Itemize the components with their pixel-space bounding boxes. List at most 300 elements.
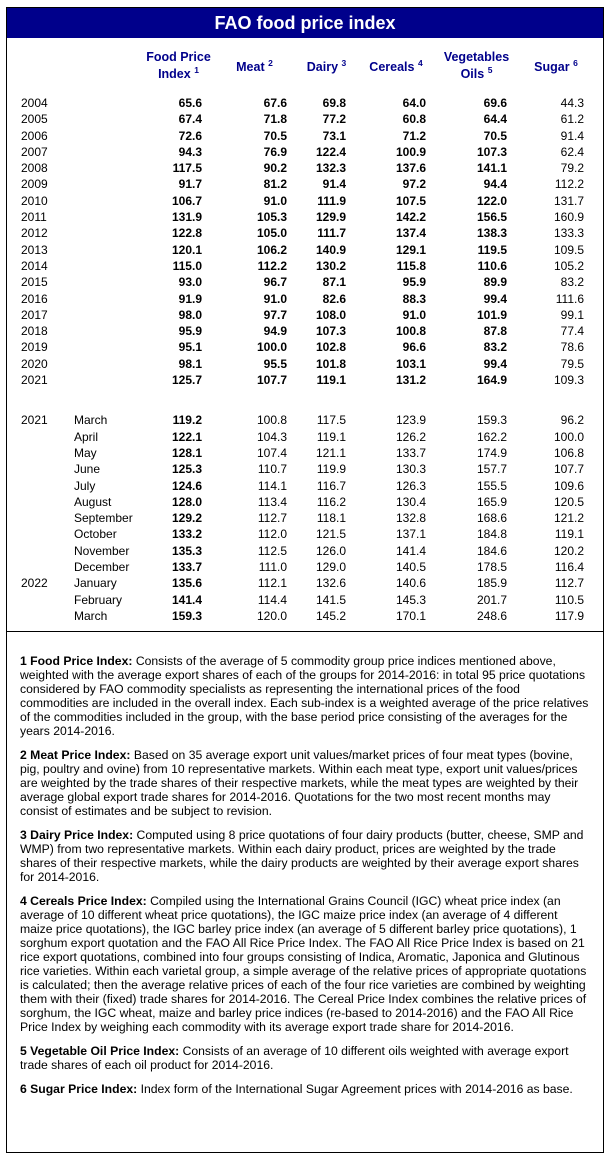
fpi-value: 129.2 (171, 511, 202, 526)
cereals-value: 131.2 (395, 373, 426, 388)
sugar-value: 44.3 (560, 96, 584, 110)
cereals-value: 132.8 (395, 511, 426, 526)
sugar-value: 120.5 (553, 494, 584, 509)
table-row (7, 526, 603, 542)
month-cell (67, 258, 145, 274)
dairy-value: 116.7 (316, 478, 346, 493)
meat-value: 70.5 (263, 128, 287, 143)
meat-value: 104.3 (256, 429, 287, 444)
cereals-value: 95.9 (402, 275, 426, 290)
column-header-sugar: Sugar $^6$ (534, 57, 578, 74)
fpi-value: 128.1 (171, 445, 202, 460)
cereals-value: 130.4 (395, 494, 426, 509)
cereals-value: 140.6 (395, 576, 426, 591)
vegetable-oils-value: 248.6 (476, 608, 507, 623)
sugar-value: 120.2 (553, 543, 584, 558)
vegetable-oils-value: 69.6 (483, 96, 507, 110)
table-row (7, 356, 603, 372)
meat-value: 111.0 (258, 560, 287, 575)
year-cell: 2013 (21, 242, 48, 257)
year-cell: 2017 (21, 307, 48, 322)
cereals-value: 137.6 (395, 161, 426, 176)
year-cell: 2022 (21, 576, 48, 591)
table-row (7, 307, 603, 323)
dairy-value: 111.9 (317, 193, 346, 208)
cereals-value: 126.2 (395, 429, 426, 444)
meat-value: 114.4 (257, 592, 287, 607)
dairy-value: 121.5 (315, 527, 346, 542)
meat-value: 96.7 (263, 275, 287, 290)
cereals-value: 133.7 (395, 445, 426, 460)
meat-value: 105.0 (256, 226, 287, 241)
meat-value: 110.7 (257, 462, 287, 477)
cereals-value: 107.5 (395, 193, 426, 208)
sugar-value: 91.4 (560, 128, 584, 143)
cereals-value: 97.2 (402, 177, 426, 192)
table-row (7, 429, 603, 445)
dairy-value: 77.2 (322, 112, 346, 127)
year-cell: 2004 (21, 96, 48, 110)
cereals-value: 170.1 (395, 608, 426, 623)
column-header-cereals: Cereals $^4$ (369, 57, 423, 74)
cereals-value: 96.6 (402, 340, 426, 355)
fpi-value: 119.2 (172, 413, 202, 428)
year-cell (7, 445, 67, 461)
month-cell: October (74, 527, 117, 542)
meat-value: 67.6 (263, 96, 287, 110)
sugar-value: 116.4 (554, 560, 584, 575)
sugar-value: 100.0 (553, 429, 584, 444)
column-header-dairy: Dairy $^3$ (306, 57, 347, 74)
month-cell (67, 323, 145, 339)
month-cell (67, 111, 145, 127)
fpi-value: 94.3 (178, 144, 202, 159)
table-row (7, 258, 603, 274)
month-cell (67, 242, 145, 258)
dairy-value: 101.8 (315, 356, 346, 371)
meat-value: 107.7 (256, 373, 287, 388)
dairy-value: 140.9 (315, 242, 346, 257)
fpi-value: 93.0 (178, 275, 202, 290)
table-row (7, 193, 603, 209)
footnote-vegetable-oil: 5 Vegetable Oil Price Index: Consists of an average of 10 different oils weighted with average export trade shares of each oil product for 2014-2016. (20, 1044, 569, 1073)
table-row (7, 575, 603, 591)
vegetable-oils-value: 201.7 (476, 592, 507, 607)
month-cell: January (74, 576, 117, 591)
vegetable-oils-value: 159.3 (476, 413, 507, 428)
table-row (7, 592, 603, 608)
fpi-value: 122.8 (171, 226, 202, 241)
fpi-value: 95.9 (178, 324, 202, 339)
sugar-value: 107.7 (553, 462, 584, 477)
month-cell: March (74, 413, 108, 428)
fpi-value: 135.6 (171, 576, 202, 591)
meat-value: 81.2 (263, 177, 287, 192)
cereals-value: 64.0 (402, 96, 426, 110)
cereals-value: 60.8 (402, 112, 426, 127)
dairy-value: 107.3 (315, 324, 346, 339)
pre-separator-gap (7, 624, 603, 631)
month-cell: April (74, 429, 99, 444)
fpi-value: 98.1 (178, 356, 202, 371)
meat-value: 113.4 (257, 494, 287, 509)
meat-value: 91.0 (263, 291, 287, 306)
cereals-value: 103.1 (395, 356, 426, 371)
sugar-value: 160.9 (553, 210, 584, 225)
table-row (7, 543, 603, 559)
table-row (7, 111, 603, 127)
year-cell: 2018 (21, 324, 48, 339)
sugar-value: 117.9 (554, 608, 584, 623)
year-cell: 2006 (21, 128, 48, 143)
fpi-value: 125.7 (171, 373, 202, 388)
fpi-value: 133.7 (171, 560, 202, 575)
vegetable-oils-value: 101.9 (476, 307, 507, 322)
meat-value: 95.5 (263, 356, 287, 371)
vegetable-oils-value: 70.5 (483, 128, 507, 143)
vegetable-oils-value: 156.5 (476, 210, 507, 225)
month-cell: August (74, 494, 112, 509)
vegetable-oils-value: 162.2 (476, 429, 507, 444)
sugar-value: 109.5 (553, 242, 584, 257)
dairy-value: 129.9 (315, 210, 346, 225)
cereals-value: 142.2 (395, 210, 426, 225)
month-cell (67, 160, 145, 176)
vegetable-oils-value: 64.4 (483, 112, 507, 127)
dairy-value: 119.1 (316, 429, 346, 444)
month-cell: July (74, 478, 96, 493)
cereals-value: 145.3 (395, 592, 426, 607)
table-row (7, 323, 603, 339)
month-cell (67, 95, 145, 111)
dairy-value: 116.2 (316, 494, 346, 509)
vegetable-oils-value: 185.9 (476, 576, 507, 591)
vegetable-oils-value: 107.3 (476, 144, 507, 159)
footnote-cereals: 4 Cereals Price Index: Compiled using the International Grains Council (IGC) wheat price index (an average of 10 different wheat price quotations), the IGC maize price index (an average of 4 different maize price quotations), the IGC barley price index (an average of 5 different barley price quotations), 1 sorghum export quotation and the FAO All Rice Price Index. The FAO All Rice Price Index is based on 21 rice export quotations, combined into four groups consisting of Indica, Aromatic, Japonica and Glutinous rice varieties. Within each varietal group, a simple average of the relative prices of appropriate quotations is calculated; then the average relative prices of each of the four rice varieties are combined by weighting them with their (fixed) trade shares for 2014-2016. The Cereal Price Index combines the relative prices of sorghum, the IGC wheat, maize and barley price indices (re-based to 2014-2016) and the FAO All Rice Price Index by weighing each commodity with its average export trade share for 2014-2016. (20, 894, 587, 1035)
meat-value: 112.2 (257, 258, 287, 273)
year-cell (7, 494, 67, 510)
column-header-vegetable-oils: Vegetables Oils $^5$ (443, 50, 510, 82)
cereals-value: 100.9 (395, 144, 426, 159)
sugar-value: 105.2 (553, 258, 584, 273)
table-row (7, 225, 603, 241)
month-cell (67, 339, 145, 355)
fpi-value: 120.1 (171, 242, 202, 257)
vegetable-oils-value: 178.5 (476, 560, 507, 575)
cereals-value: 100.8 (395, 324, 426, 339)
table-row (7, 144, 603, 160)
year-cell (7, 543, 67, 559)
meat-value: 120.0 (256, 608, 287, 623)
meat-value: 91.0 (263, 193, 287, 208)
fpi-value: 95.1 (178, 340, 202, 355)
dairy-value: 69.8 (322, 96, 346, 110)
footnote-meat: 2 Meat Price Index: Based on 35 average export unit values/market prices of four meat types (bovine, pig, poultry and ovine) from 10 representative markets. Within each meat type, export unit values/prices are weighted by the trade shares of their respective markets, while the meat types are weighted by their average global export trade shares for 2014-2016. Quotations for the two most recent months may consist of estimates and be subject to revision. (20, 748, 579, 819)
year-cell: 2020 (21, 356, 48, 371)
vegetable-oils-value: 157.7 (476, 462, 507, 477)
month-cell (67, 356, 145, 372)
fpi-value: 72.6 (178, 128, 202, 143)
vegetable-oils-value: 141.1 (476, 161, 507, 176)
year-cell: 2005 (21, 112, 48, 127)
sugar-value: 119.1 (554, 527, 584, 542)
sugar-value: 133.3 (553, 226, 584, 241)
fpi-value: 91.7 (178, 177, 202, 192)
vegetable-oils-value: 87.8 (483, 324, 507, 339)
meat-value: 112.5 (257, 543, 287, 558)
month-cell: December (74, 560, 130, 575)
vegetable-oils-value: 174.9 (476, 445, 507, 460)
vegetable-oils-value: 94.4 (483, 177, 507, 192)
cereals-value: 129.1 (395, 242, 426, 257)
title-bar (7, 8, 603, 38)
footnote-dairy: 3 Dairy Price Index: Computed using 8 price quotations of four dairy products (butter, cheese, SMP and WMP) from two representative markets. Within each dairy product, prices are weighted by the trade shares of their respective markets, while the dairy products are weighted by their average export shares for 2014-2016. (20, 828, 584, 885)
sugar-value: 112.2 (554, 177, 584, 192)
vegetable-oils-value: 184.8 (476, 527, 507, 542)
cereals-value: 141.4 (395, 543, 426, 558)
fpi-value: 128.0 (171, 494, 202, 509)
table-frame (6, 7, 604, 1153)
fpi-value: 122.1 (171, 429, 202, 444)
cereals-value: 71.2 (402, 128, 426, 143)
year-cell: 2014 (21, 258, 48, 273)
meat-value: 71.8 (263, 112, 287, 127)
table-row (7, 242, 603, 258)
meat-value: 112.0 (257, 527, 287, 542)
vegetable-oils-value: 138.3 (476, 226, 507, 241)
fpi-value: 98.0 (178, 307, 202, 322)
sugar-value: 96.2 (560, 413, 584, 428)
table-row (7, 372, 603, 388)
dairy-value: 118.1 (316, 511, 346, 526)
dairy-value: 102.8 (315, 340, 346, 355)
year-cell (7, 608, 67, 624)
year-cell: 2015 (21, 275, 48, 290)
cereals-value: 88.3 (402, 291, 426, 306)
year-cell: 2009 (21, 177, 48, 192)
fpi-value: 91.9 (178, 291, 202, 306)
year-cell (7, 559, 67, 575)
cereals-value: 115.8 (396, 258, 426, 273)
dairy-value: 129.0 (315, 560, 346, 575)
year-cell (7, 478, 67, 494)
sugar-value: 62.4 (560, 144, 584, 159)
meat-value: 100.8 (256, 413, 287, 428)
year-cell: 2012 (21, 226, 48, 241)
cereals-value: 91.0 (402, 307, 426, 322)
year-cell: 2021 (21, 373, 48, 388)
year-cell: 2007 (21, 144, 48, 159)
year-cell (7, 526, 67, 542)
month-cell: June (74, 462, 101, 477)
table-row (7, 274, 603, 290)
month-cell (67, 274, 145, 290)
month-cell (67, 291, 145, 307)
fpi-value: 133.2 (171, 527, 202, 542)
year-cell: 2019 (21, 340, 48, 355)
year-cell: 2008 (21, 161, 48, 176)
meat-value: 94.9 (263, 324, 287, 339)
section-gap (7, 388, 603, 412)
table-row (7, 339, 603, 355)
year-cell (7, 510, 67, 526)
fpi-value: 117.5 (172, 161, 202, 176)
month-cell (67, 225, 145, 241)
table-row (7, 209, 603, 225)
dairy-value: 145.2 (315, 608, 346, 623)
year-cell: 2011 (21, 210, 47, 225)
sugar-value: 131.7 (553, 193, 584, 208)
sugar-value: 99.1 (560, 307, 584, 322)
cereals-value: 123.9 (395, 413, 426, 428)
cereals-value: 137.1 (395, 527, 426, 542)
meat-value: 106.2 (256, 242, 287, 257)
year-cell: 2010 (21, 193, 48, 208)
fpi-value: 131.9 (171, 210, 202, 225)
dairy-value: 141.5 (315, 592, 346, 607)
fpi-value: 67.4 (178, 112, 202, 127)
cereals-value: 140.5 (395, 560, 426, 575)
dairy-value: 119.1 (316, 373, 346, 388)
fpi-value: 115.0 (172, 258, 202, 273)
meat-value: 97.7 (263, 307, 287, 322)
year-cell (7, 592, 67, 608)
fpi-value: 135.3 (171, 543, 202, 558)
meat-value: 112.1 (257, 576, 287, 591)
sugar-value: 83.2 (560, 275, 584, 290)
year-cell (7, 429, 67, 445)
month-cell: November (74, 543, 130, 558)
sugar-value: 109.6 (553, 478, 584, 493)
dairy-value: 82.6 (322, 291, 346, 306)
table-row (7, 160, 603, 176)
vegetable-oils-value: 155.5 (476, 478, 507, 493)
sugar-value: 78.6 (560, 340, 584, 355)
vegetable-oils-value: 164.9 (476, 373, 507, 388)
fpi-value: 124.6 (171, 478, 202, 493)
month-cell (67, 176, 145, 192)
dairy-value: 130.2 (315, 258, 346, 273)
table-row (7, 291, 603, 307)
dairy-value: 91.4 (322, 177, 346, 192)
sugar-value: 79.5 (560, 356, 584, 371)
sugar-value: 110.5 (554, 592, 584, 607)
table-row (7, 478, 603, 494)
meat-value: 107.4 (256, 445, 287, 460)
dairy-value: 132.3 (315, 161, 346, 176)
dairy-value: 126.0 (315, 543, 346, 558)
table-row (7, 412, 603, 428)
cereals-value: 130.3 (395, 462, 426, 477)
table-row (7, 494, 603, 510)
month-cell (67, 193, 145, 209)
vegetable-oils-value: 122.0 (476, 193, 507, 208)
sugar-value: 61.2 (560, 112, 584, 127)
meat-value: 112.7 (257, 511, 287, 526)
fpi-value: 159.3 (171, 608, 202, 623)
month-cell (67, 144, 145, 160)
month-cell: September (74, 511, 133, 526)
sugar-value: 111.6 (555, 291, 584, 306)
month-cell (67, 307, 145, 323)
cereals-value: 126.3 (395, 478, 426, 493)
dairy-value: 119.9 (316, 462, 346, 477)
year-cell (7, 461, 67, 477)
month-cell (67, 128, 145, 144)
sugar-value: 109.3 (553, 373, 584, 388)
sugar-value: 121.2 (553, 511, 584, 526)
sugar-value: 106.8 (553, 445, 584, 460)
fpi-value: 106.7 (171, 193, 202, 208)
table-row (7, 445, 603, 461)
cereals-value: 137.4 (395, 226, 426, 241)
meat-value: 114.1 (257, 478, 287, 493)
vegetable-oils-value: 99.4 (483, 356, 507, 371)
dairy-value: 122.4 (315, 144, 346, 159)
meat-value: 105.3 (256, 210, 287, 225)
column-header-food-price-index: Food Price Index $^1$ (146, 50, 211, 82)
meat-value: 100.0 (256, 340, 287, 355)
year-cell: 2021 (21, 413, 48, 428)
meat-value: 90.2 (263, 161, 287, 176)
month-cell (67, 209, 145, 225)
fpi-value: 65.6 (178, 96, 202, 110)
table-row (7, 128, 603, 144)
table-row (7, 608, 603, 624)
table-row (7, 95, 603, 111)
dairy-value: 117.5 (316, 413, 346, 428)
meat-value: 76.9 (263, 144, 287, 159)
dairy-value: 111.7 (317, 226, 346, 241)
column-header-meat: Meat $^2$ (236, 57, 273, 74)
vegetable-oils-value: 165.9 (476, 494, 507, 509)
table-row (7, 559, 603, 575)
annual-rows-section (7, 95, 603, 388)
month-cell: March (74, 608, 108, 623)
table-row (7, 461, 603, 477)
month-cell: February (74, 592, 123, 607)
sugar-value: 79.2 (560, 161, 584, 176)
vegetable-oils-value: 83.2 (483, 340, 507, 355)
table-row (7, 176, 603, 192)
footnotes-section (7, 632, 603, 1096)
vegetable-oils-value: 110.6 (477, 258, 507, 273)
month-cell (67, 372, 145, 388)
footnote-food-price-index: 1 Food Price Index: Consists of the average of 5 commodity group price indices mentioned above, weighted with the average export shares of each of the groups for 2014-2016: in total 95 price quotations considered by FAO commodity specialists as representing the international prices of the food commodities are included in the overall index. Each sub-index is a weighted average of the price relatives of the commodities included in the group, with the base period price consisting of the averages for the years 2014-2016. (20, 654, 589, 739)
dairy-value: 87.1 (322, 275, 346, 290)
month-cell: May (74, 445, 97, 460)
dairy-value: 132.6 (315, 576, 346, 591)
footnote-sugar: 6 Sugar Price Index: Index form of the International Sugar Agreement prices with 2014-2016 as base. (20, 1082, 573, 1097)
vegetable-oils-value: 119.5 (477, 242, 507, 257)
table-row (7, 510, 603, 526)
sugar-value: 112.7 (554, 576, 584, 591)
dairy-value: 121.1 (315, 445, 346, 460)
page-title: FAO food price index (214, 13, 396, 33)
dairy-value: 108.0 (315, 307, 346, 322)
monthly-rows-section (7, 412, 603, 624)
fpi-value: 141.4 (171, 592, 202, 607)
vegetable-oils-value: 168.6 (476, 511, 507, 526)
vegetable-oils-value: 89.9 (483, 275, 507, 290)
fpi-value: 125.3 (171, 462, 202, 477)
vegetable-oils-value: 184.6 (476, 543, 507, 558)
sugar-value: 77.4 (560, 324, 584, 339)
vegetable-oils-value: 99.4 (483, 291, 507, 306)
year-cell: 2016 (21, 291, 48, 306)
dairy-value: 73.1 (322, 128, 346, 143)
column-header-row (7, 38, 603, 95)
